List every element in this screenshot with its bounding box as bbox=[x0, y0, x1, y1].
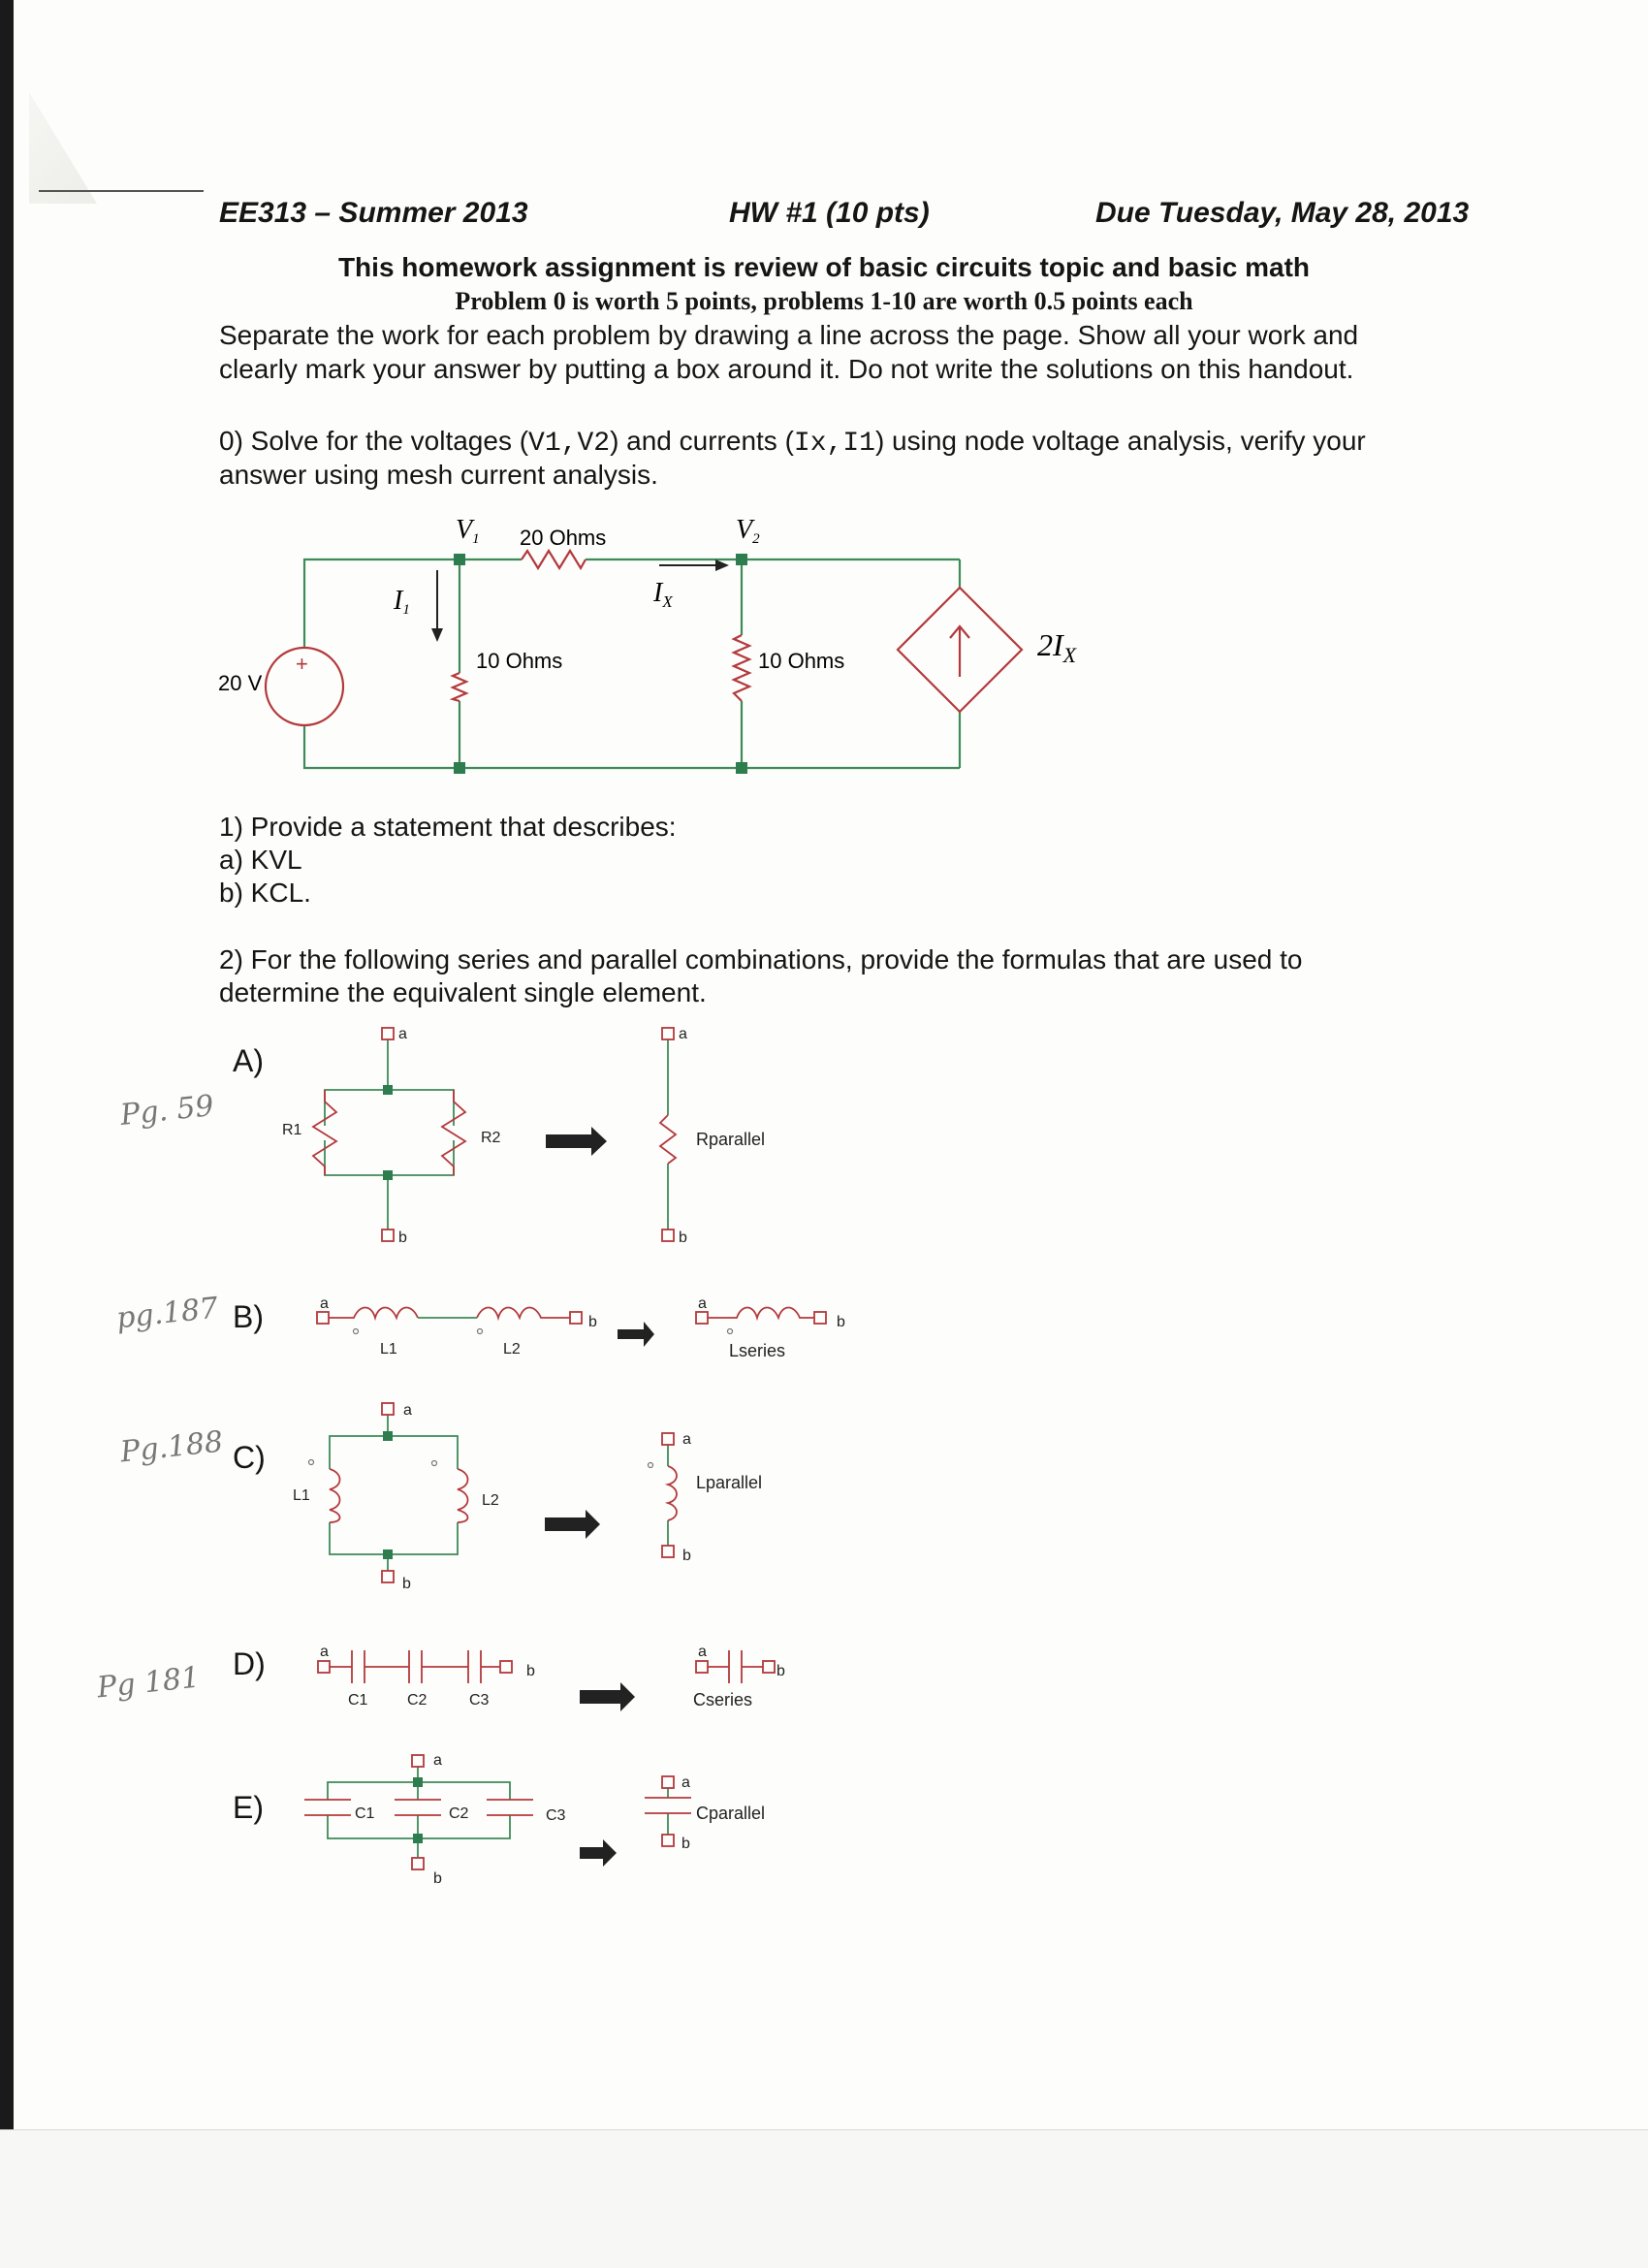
label-l2-b: L2 bbox=[503, 1341, 521, 1358]
label-v1: V1 bbox=[456, 515, 480, 547]
e-eq-terminal-label-a: a bbox=[681, 1774, 690, 1791]
node-v2 bbox=[736, 554, 747, 565]
label-lparallel: Lparallel bbox=[696, 1473, 763, 1492]
problem-1-line-1: 1) Provide a statement that describes: bbox=[219, 812, 677, 842]
part-d-label: D) bbox=[233, 1646, 266, 1681]
arrow-e bbox=[580, 1839, 617, 1867]
c-eq-terminal-label-b: b bbox=[682, 1548, 691, 1564]
resistor-10-ohms-right bbox=[734, 635, 749, 701]
e-terminal-label-b: b bbox=[433, 1870, 442, 1887]
part-b-circuit bbox=[317, 1308, 826, 1334]
b-terminal-label-b: b bbox=[588, 1314, 597, 1330]
label-i1: I1 bbox=[394, 586, 410, 618]
instructions-line-2: clearly mark your answer by putting a box around it. Do not write the solutions on this handout. bbox=[219, 354, 1354, 384]
arrow-d bbox=[580, 1682, 635, 1711]
arrow-c bbox=[545, 1510, 600, 1539]
handwritten-note-b: pg.187 bbox=[114, 1291, 220, 1336]
label-cparallel: Cparallel bbox=[696, 1804, 766, 1823]
part-c-label: C) bbox=[233, 1440, 266, 1475]
label-cseries: Cseries bbox=[693, 1690, 753, 1709]
e-eq-terminal-label-b: b bbox=[681, 1836, 690, 1852]
label-20-ohms: 20 Ohms bbox=[520, 526, 607, 550]
handwritten-note-a: Pg. 59 bbox=[118, 1089, 216, 1133]
d-terminal-label-b: b bbox=[526, 1663, 535, 1679]
label-c3-e: C3 bbox=[546, 1807, 566, 1824]
assignment-title: This homework assignment is review of basic circuits topic and basic math bbox=[337, 252, 1311, 282]
label-c1-d: C1 bbox=[348, 1692, 368, 1709]
assignment-subtitle: Problem 0 is worth 5 points, problems 1-10 are worth 0.5 points each bbox=[455, 287, 1193, 315]
a-terminal-label-a: a bbox=[398, 1026, 407, 1042]
b-terminal-label-a: a bbox=[320, 1295, 329, 1312]
d-eq-terminal-label-a: a bbox=[698, 1644, 707, 1660]
a-terminal-label-b: b bbox=[398, 1230, 407, 1246]
label-lseries: Lseries bbox=[729, 1341, 786, 1360]
problem-0-circuit bbox=[266, 551, 1022, 774]
label-source-plus: + bbox=[296, 652, 308, 676]
node-bottom-left bbox=[454, 762, 465, 774]
label-10-ohms-right: 10 Ohms bbox=[758, 649, 845, 673]
label-l2-c: L2 bbox=[482, 1492, 499, 1509]
problem-2-line-2: determine the equivalent single element. bbox=[219, 977, 707, 1007]
d-terminal-label-a: a bbox=[320, 1644, 329, 1660]
problem-2-line-1: 2) For the following series and parallel combinations, provide the formulas that are used to bbox=[219, 944, 1303, 974]
part-e-label: E) bbox=[233, 1790, 264, 1825]
label-ix: $I_X$ bbox=[653, 578, 673, 611]
node-bottom-right bbox=[736, 762, 747, 774]
label-c3-d: C3 bbox=[469, 1692, 490, 1709]
label-v2: V2 bbox=[736, 515, 760, 547]
d-eq-terminal-label-b: b bbox=[776, 1663, 785, 1679]
b-eq-terminal-label-b: b bbox=[837, 1314, 845, 1330]
problem-0-line-1: 0) Solve for the voltages (V1,V2) and currents (Ix,I1) using node voltage analysis, verify your bbox=[219, 426, 1366, 459]
label-rparallel: Rparallel bbox=[696, 1130, 766, 1149]
part-a-label: A) bbox=[233, 1043, 264, 1078]
resistor-20-ohms bbox=[522, 551, 586, 568]
a-eq-terminal-label-a: a bbox=[679, 1026, 687, 1042]
arrow-b bbox=[618, 1322, 654, 1347]
label-c2-d: C2 bbox=[407, 1692, 428, 1709]
label-r2: R2 bbox=[481, 1130, 501, 1146]
course-header: EE313 – Summer 2013 bbox=[219, 197, 528, 229]
label-l1-c: L1 bbox=[293, 1487, 310, 1504]
handwritten-note-c: Pg.188 bbox=[118, 1424, 225, 1470]
label-20v: 20 V bbox=[218, 671, 263, 695]
arrow-a bbox=[546, 1127, 607, 1156]
label-2ix: $2I_X$ bbox=[1037, 627, 1077, 667]
label-l1-b: L1 bbox=[380, 1341, 397, 1358]
a-eq-terminal-label-b: b bbox=[679, 1230, 687, 1246]
problem-1-kvl: a) KVL bbox=[219, 845, 302, 875]
c-terminal-label-b: b bbox=[402, 1576, 411, 1592]
hw-header: HW #1 (10 pts) bbox=[729, 197, 930, 229]
label-c2-e: C2 bbox=[449, 1805, 469, 1822]
b-eq-terminal-label-a: a bbox=[698, 1295, 707, 1312]
due-date-header: Due Tuesday, May 28, 2013 bbox=[1095, 197, 1470, 229]
label-r1: R1 bbox=[282, 1122, 302, 1138]
label-c1-e: C1 bbox=[355, 1805, 375, 1822]
handwritten-note-d: Pg 181 bbox=[95, 1660, 202, 1706]
problem-0-line-2: answer using mesh current analysis. bbox=[219, 460, 658, 490]
c-terminal-label-a: a bbox=[403, 1402, 412, 1419]
c-eq-terminal-label-a: a bbox=[682, 1431, 691, 1448]
problem-1-kcl: b) KCL. bbox=[219, 878, 311, 908]
resistor-10-ohms-left bbox=[453, 673, 466, 701]
part-b-label: B) bbox=[233, 1299, 264, 1334]
e-terminal-label-a: a bbox=[433, 1752, 442, 1769]
label-10-ohms-left: 10 Ohms bbox=[476, 649, 563, 673]
node-v1 bbox=[454, 554, 465, 565]
instructions-line-1: Separate the work for each problem by drawing a line across the page. Show all your work and bbox=[219, 320, 1359, 350]
